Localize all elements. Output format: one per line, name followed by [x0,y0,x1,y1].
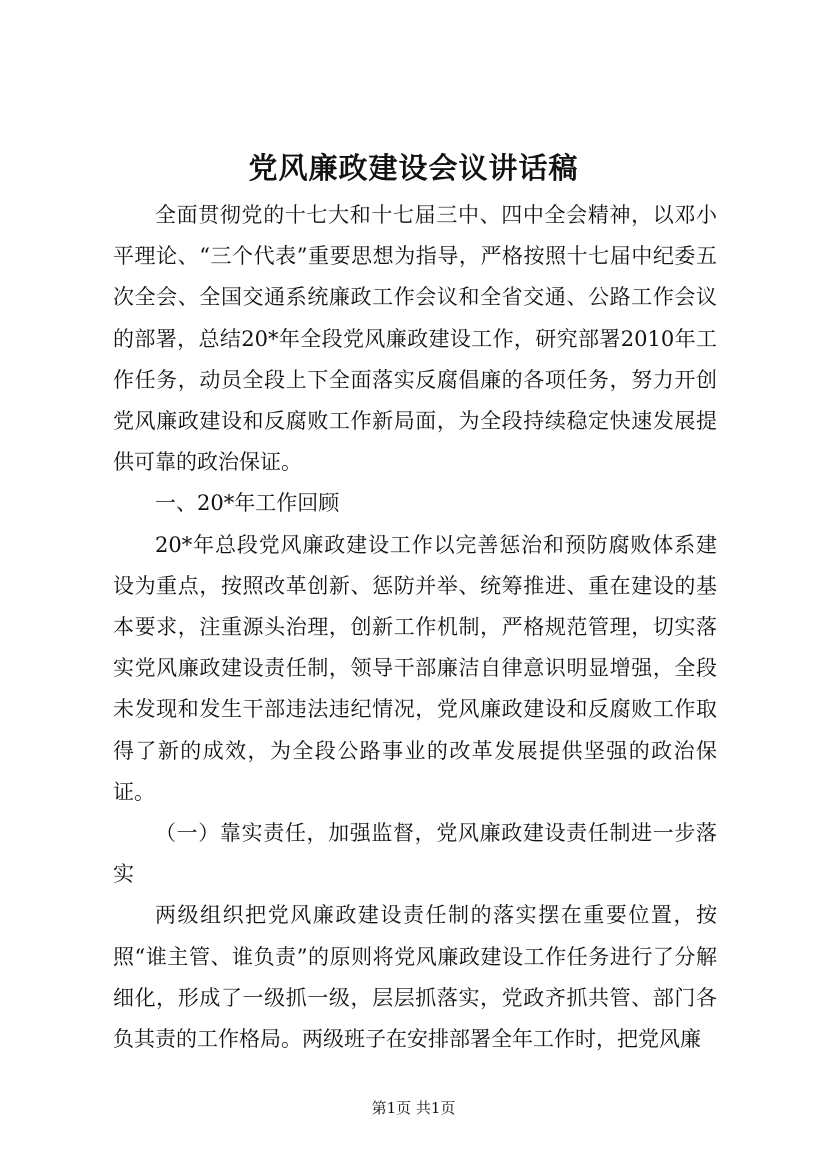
section-heading-review: 一、20*年工作回顾 [155,491,340,516]
paragraph-review: 20*年总段党风廉政建设工作以完善惩治和预防腐败体系建设为重点，按照改革创新、惩防并举、统筹推进、重在建设的基本要求，注重源头治理，创新工作机制，严格规范管理，切实落实党风廉政建设责任制，领导干部廉洁自律意识明显增强，全段未发现和发生干部违法违纪情况，党风廉政建设和反腐败工作取得了新的成效，为全段公路事业的改革发展提供坚强的政治保证。 [113,532,717,804]
page-footer: 第1页 共1页 [371,1099,456,1117]
document-title: 党风廉政建设会议讲话稿 [248,151,579,185]
subsection-heading-responsibility: （一）靠实责任，加强监督，党风廉政建设责任制进一步落实 [113,821,717,887]
document-body [113,195,717,1060]
paragraph-intro: 全面贯彻党的十七大和十七届三中、四中全会精神，以邓小平理论、“三个代表”重要思想为指导，严格按照十七届中纪委五次全会、全国交通系统廉政工作会议和全省交通、公路工作会议的部署，总结20*年全段党风廉政建设工作，研究部署2010年工作任务，动员全段上下全面落实反腐倡廉的各项任务，努力开创党风廉政建设和反腐败工作新局面，为全段持续稳定快速发展提供可靠的政治保证。 [113,203,717,475]
paragraph-responsibility: 两级组织把党风廉政建设责任制的落实摆在重要位置，按照“谁主管、谁负责”的原则将党风廉政建设工作任务进行了分解细化，形成了一级抓一级，层层抓落实，党政齐抓共管、部门各负其责的工作格局。两级班子在安排部署全年工作时，把党风廉 [113,903,717,1052]
